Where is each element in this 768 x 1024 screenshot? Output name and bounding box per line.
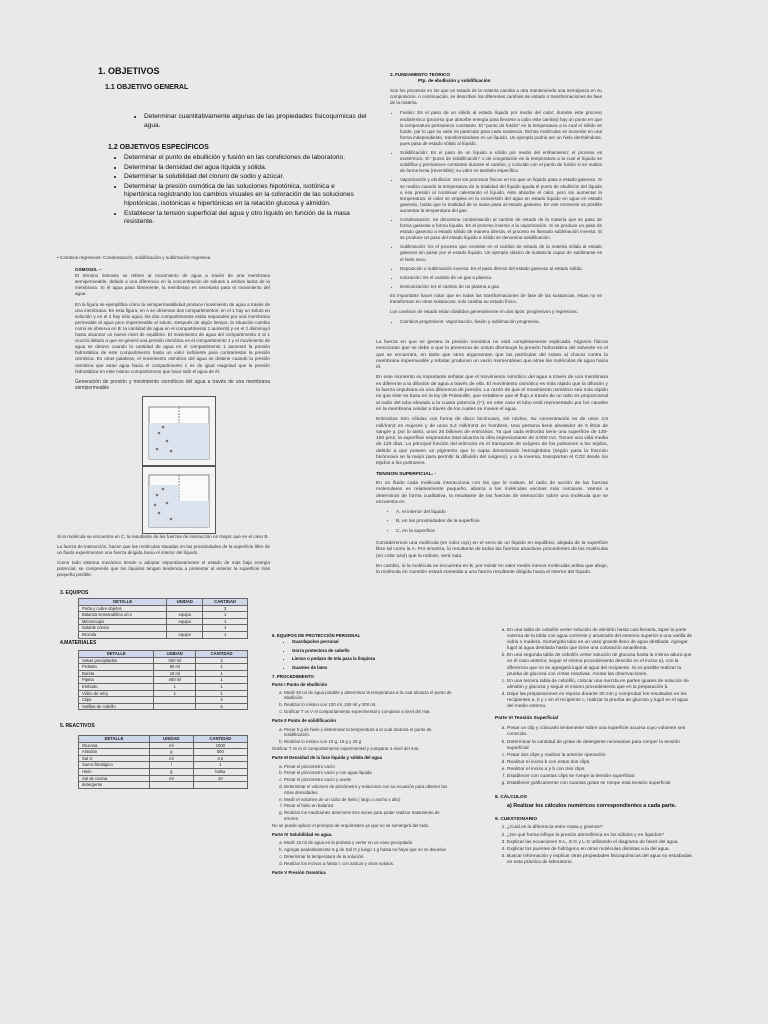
table-row: [79, 768, 248, 775]
table-cell: Suero fisiológico: [79, 762, 150, 769]
tension-step: d. Realizar el inciso b con estos dos clips.: [507, 760, 695, 766]
tension-step: c. Pesar dos clips y realizar la anterior operación.: [507, 753, 695, 759]
molecula-b-paragraph: En cambio, si la molécula se encuentra en B, por existir en valor medio menos moléculas arriba que abajo, la molécula en cuestión estará sometida a una fuerza resultante dirigida hacia el interior del líquido.: [376, 563, 608, 576]
cuestionario-question: 3. Explicar las ecuaciones S-L, S-G y L-G utilizando el diagrama de fases del agua.: [507, 840, 695, 846]
osmosis-paragraph-1: El término ósmosis se refiere al movimiento de agua a través de una membrana semipermeable, debido a una diferencia en la concentración de solutos a ambos lados de la membrana. Si el agua pasa libremente, la membrana es necesaria para el movimiento del agua.: [75, 273, 270, 297]
table-row: [79, 625, 248, 632]
procedimiento-step: f. Pesar el hielo en balanza: [284, 803, 452, 809]
parte2-list: [272, 727, 452, 745]
progresivos-item: • Cambios progresivos: Vaporización, fusión y sublimación progresiva.: [400, 319, 602, 325]
table-header-cell: DETALLE: [79, 736, 150, 743]
table-cell: 1: [196, 683, 248, 690]
table-cell: equipo: [167, 631, 203, 638]
epp-item: • Lienzo o pedazo de tela para la limpieza: [292, 656, 452, 662]
tension-title: TENSION SUPERFICIAL. -: [376, 471, 437, 477]
table-cell: 4: [196, 697, 248, 704]
table-cell: 1: [193, 762, 247, 769]
fundamento-item: • Vaporización y ebullición: Son los procesos físicos en los que un líquido pasa a estado gaseoso. Si se realiza cuando la temperatura de la totalidad del líquido iguala el punto de ebullición del líquido a esa presión al continuar calentando el líquido, éste absorbe el calor, pero sin aumentar la temperatura: el calor se emplea en la conversión del agua en estado líquido en agua en estado gaseoso, hasta que la totalidad de la masa pasa al estado gaseoso. En ese momento es posible aumentar la temperatura del gas.: [400, 177, 602, 214]
table-cell: 3: [203, 605, 248, 612]
figure-caption: Generación de presión y movimiento osmóticos del agua a través de una membrana semipermeable: [75, 378, 270, 391]
table-cell: [154, 703, 196, 710]
table-row: [79, 605, 248, 612]
table-cell: 400 ml: [154, 677, 196, 684]
table-cell: Clips: [79, 697, 154, 704]
table-header-cell: UNIDAD: [154, 651, 196, 658]
procedimiento-step: c. Determinar la temperatura de la solución.: [284, 854, 452, 860]
table-cell: 10 ml: [154, 670, 196, 677]
tension-step: b. Determinar la cantidad de gotas de detergente necesarias para romper la tensión superficial: [507, 740, 695, 752]
paragraph-fuerza: La fuerza de interacción, hacen que las moléculas situadas en las proximidades de la superficie libre de un fluido experimenten una fuerza dirigida hacia el interior del líquido.: [57, 544, 270, 556]
table-cell: 1: [196, 670, 248, 677]
fundamento-item: • Deposición o sublimación inversa: Es el paso directo del estado gaseoso al estado sólido.: [400, 266, 602, 272]
procedimiento-step: d. Realizar los incisos a hasta c con azúcar y otros solutos.: [284, 861, 452, 867]
fundamento-column: [390, 72, 602, 328]
table-row: [79, 742, 248, 749]
calculos-subtitle: a) Realizar los cálculos numéricos correspondientes a cada parte.: [507, 803, 677, 810]
parte4-title: Parte IV Solubilidad en agua.: [272, 831, 333, 837]
fundamento-item: • Fusión: Es el paso de un sólido al estado líquido por medio del calor; durante este proceso endotérmico (proceso que absorbe energía para llevarse a cabo este cambio) hay un punto en que la temperatura permanece constante. El "punto de fusión" es la temperatura a la cual el sólido se funde, por lo que su valor es particular para cada sustancia. Dichas moléculas se moverán en una forma independiente, transformándose en un líquido. Un ejemplo podría ser un hielo derritiéndose, pues pasa de estado sólido al líquido.: [400, 110, 602, 147]
procedimiento-step: a. Medir 10 ml de agua en la probeta y verter en un vaso precipitado: [284, 840, 452, 846]
table-cell: [193, 782, 247, 789]
table-cell: [149, 782, 193, 789]
table-cell: 1: [203, 625, 248, 632]
objetivos-especificos-title: 1.2 OBJETIVOS ESPECÍFICOS: [108, 144, 209, 151]
regresivos-bullet: • Cambios regresivos: Condensación, solidificación y sublimación regresiva: [57, 255, 211, 260]
cuestionario-title: 9. CUESTIONARIO: [495, 817, 538, 823]
table-cell: [167, 605, 203, 612]
procedimiento-step: a. Medir 50 ml de agua potable y determinar la temperatura a la cual alcanza el punto de ebullición.: [284, 690, 452, 702]
molecule-position-item: • B, en las proximidades de la superficie: [396, 519, 608, 525]
table-row: [79, 677, 248, 684]
fundamento-title: 2. FUNDAMENTO TEÓRICO: [390, 72, 450, 77]
table-cell: Balanza semianalítica ±0.1: [79, 612, 167, 619]
parte6-list: [495, 726, 695, 787]
beaker-a-drawing: [143, 397, 215, 465]
table-row: [79, 749, 248, 756]
table-header-cell: CANTIDAD: [193, 736, 247, 743]
table-row: [79, 703, 248, 710]
materiales-table: [78, 650, 248, 710]
equipos-title: 3. EQUIPOS: [60, 590, 89, 596]
objetivo-general-title: 1.1 OBJETIVO GENERAL: [105, 84, 189, 91]
fundamento-note-2: Los cambios de estado están divididos generalmente en dos tipos: progresivos y regresivos.: [390, 309, 578, 315]
epp-title: 6. EQUIPOS DE PROTECCIÓN PERSONAL: [272, 633, 361, 638]
calculos-title: 8. CÁLCULOS: [495, 795, 527, 801]
table-row: [79, 631, 248, 638]
table-cell: ml: [149, 755, 193, 762]
abc-list: [376, 510, 608, 535]
table-cell: Sal de cocina: [79, 775, 150, 782]
fundamento-item: • Sublimación: Es el proceso que consiste en el cambio de estado de la materia sólida al estado gaseoso sin pasar por el estado líquido. Un ejemplo clásico de sustancia capaz de sublimarse es el hielo seco.: [400, 244, 602, 262]
molecula-a-paragraph: Consideremos una molécula (en color rojo) en el seno de un líquido en equilibrio, alejada de la superficie libre tal como la A. Por simetría, la resultante de todas las fuerzas atractivas procedentes de las moléculas (en color azul) que la rodean, será nula.: [376, 541, 608, 559]
table-cell: Sal O: [79, 755, 150, 762]
fundamento-item: • Ionización: Es el cambio de un gas a plasma.: [400, 275, 602, 281]
parte1-list: [272, 690, 452, 715]
procedimiento-step: d. Determinar el volumen de picnómetro y relacionar con su ecuación para obtener las otras densidades.: [284, 784, 452, 796]
osmosis-paragraph-2: En la figura se ejemplifica cómo la semipermeabilidad produce movimiento de agua a través de una membrana. En esta figura, en A se observan dos compartimentos: en el 1 hay un soluto en solución y en el 2 hay sólo agua; los dos compartimentos están separados por una membrana permeable al agua pero impermeable al soluto. Después de algún tiempo, la situación cambia como se observa en B: la cantidad de agua en el compartimento 1 aumentó y en el 2 disminuyó hasta alcanzar un nuevo nivel de equilibrio. El movimiento de agua del compartimento 2 al 1 ocurrió debido a que se generó una presión osmótica en el compartimento 1 y el movimiento de agua se detuvo cuando la cantidad de agua en el compartimento 1 aumentó la presión hidrostática de este compartimento hasta un valor suficiente para contrarrestar la presión osmótica. En otras palabras, el movimiento osmótico del agua se detiene cuando la presión osmótica que atrae agua hacia el compartimento 1 es de igual magnitud que la presión hidrostática en este mismo compartimento que hace salir el agua de él.: [75, 301, 270, 374]
cuestionario-question: 1. ¿Cuál es la diferencia entre masa y gramos?: [507, 825, 695, 831]
epp-list: [272, 639, 452, 671]
table-cell: Microscopio: [79, 618, 167, 625]
table-cell: 1: [203, 612, 248, 619]
fundamento-subtitle: Ptp. de ebullición y solidificación: [418, 78, 491, 84]
parte3-list: [272, 764, 452, 822]
procedimiento-step: a. Pesar 5 g de hielo y determinar la temperatura a la cual alcanza el punto de solidificación.: [284, 727, 452, 739]
table-row: [79, 683, 248, 690]
fundamento-note-1: Es importante hacer notar que en todas las transformaciones de fase de las sustancias, éstas no se transforman en otras sustancias, solo cambia su estado físico.: [390, 292, 602, 304]
osmosis-title: OSMOSIS. –: [75, 267, 102, 273]
presion-osmotica-list: [495, 628, 695, 710]
objetivo-especifico-item: • Determinar el punto de ebullición y fusión en las condiciones de laboratorio.: [124, 154, 363, 163]
presion-osmotica-step: b. En una segunda tabla de cebollín verter solución de glucosa hasta la misma altura que en el caso anterior, seguir el mismo procedimiento descrito en el inciso a), con la diferencia que no se agregará lugol al agua del recipiente. Si es posible realizar la prueba de glucosa con cintas reactivas. Anotar las observaciones.: [507, 653, 695, 677]
table-cell: 1: [203, 631, 248, 638]
objetivo-especifico-item: • Determinar la densidad del agua líquida y sólida.: [124, 164, 363, 173]
cuestionario-question: 4. Explicar los puentes de hidrógeno en otras moléculas distintas a la del agua.: [507, 847, 695, 853]
table-row: [79, 762, 248, 769]
table-cell: Varillas de cobrillo: [79, 703, 154, 710]
table-header-cell: UNIDAD: [167, 599, 203, 606]
presion-osmotica-step: d. Dejar las preparaciones en reposo durante 30 min y comprobar los resultados en los recipientes a, b y c en el recipiente c, realizar la prueba de glucosa y lugol en el agua del medio externo.: [507, 692, 695, 710]
fundamento-item: • Desionización: Es el cambio de un plasma a gas.: [400, 284, 602, 290]
tension-step: a. Pesar un clip y colocarlo lentamente sobre una superficie acuosa cuyo volumen sea conocido.: [507, 726, 695, 738]
parte2-note: Graficar T vs m el comportamiento experimental y comparar a nivel del mar.: [272, 745, 420, 751]
table-cell: 0,5: [193, 755, 247, 762]
table-row: [79, 697, 248, 704]
cuestionario-question: 2. ¿De qué forma influye la presión atmosférica en los sólidos y en líquidos?: [507, 833, 695, 839]
table-row: [79, 690, 248, 697]
table-cell: Vidrio de reloj: [79, 690, 154, 697]
lower-right-column: [495, 628, 695, 867]
procedimiento-title: 7. PROCEDIMIENTO: [272, 673, 314, 679]
table-cell: 1000: [193, 742, 247, 749]
table-cell: g: [149, 749, 193, 756]
molecule-position-item: • C, en la superficie: [396, 529, 608, 535]
osmosis-figure-a: [142, 396, 216, 466]
presion-osmotica-paragraph: La fuerza en que se genera la presión osmótica no está completamente explicada. Algunos físicos mencionan que se debe a que la presencia de soluto disminuye la presión hidrostática del solvente en el que se encuentra, en tanto que otros argumentan que las partículas del soluto al chocar contra la membrana impermeable y rebotar producen un vacío momentáneo que atrae las moléculas de agua hacia él.: [376, 340, 608, 371]
reactivos-table: [78, 735, 248, 789]
table-cell: Almidón: [79, 749, 150, 756]
table-cell: Hielo: [79, 768, 150, 775]
presion-osmotica-step: c. En una tercera tabla de cebollín, colocar una mezcla en partes iguales de solución de almidón y glucosa y seguir el mismo procedimiento que en la preparación b.: [507, 679, 695, 691]
movimiento-osmotico-paragraph: En este momento es importante señalar que el movimiento osmótico del agua a través de una membrana es diferente a la difusión de agua a través de ella. El movimiento osmótico es más rápido que la difusión y la fuerza impulsora es una diferencia de presión. La razón de que el movimiento osmótico sea más rápido es que éste se basa en la ley de Poiseuille, que establece que el flujo a través de un tubo es proporcional al radio del tubo elevado a la cuarta potencia (r⁴); en este caso el tubo está representado por los canales en la membrana celular a través de los cuales se mueve el agua.: [376, 375, 608, 412]
objetivo-especifico-item: • Determinar la presión osmótica de las soluciones hipotónica, isotónica e hipertónica registrando los cambios visuales en la coloración de las soluciones hipotónicas, isotónicas e hipertónicas en la relación glucosa y almidón.: [124, 183, 363, 209]
table-row: [79, 664, 248, 671]
table-cell: 50 ml: [154, 664, 196, 671]
procedimiento-step: c. Graficar T vs V el comportamiento experimental y comparar a nivel del mar.: [284, 709, 452, 715]
procedimiento-step: b. Agregar paulatinamente 5 g de Sal O y luego 1 g hasta no haya que no se disuelva: [284, 847, 452, 853]
parte2-title: Parte II Punto de solidificación: [272, 717, 336, 723]
table-cell: 1: [196, 664, 248, 671]
procedimiento-step: g. Realizar los mediciones anteriores tres veces para poder realizar tratamiento de errores.: [284, 810, 452, 822]
objetivo-especifico-item: • Determinar la solubilidad del cloruro de sodio y azúcar.: [124, 173, 363, 182]
table-cell: Soluble cónico: [79, 625, 167, 632]
tension-step: g. Establecer gráficamente con cuantas gotas se rompe esta tensión superficial: [507, 781, 695, 787]
paragraph-c: Si la molécula se encuentra en C, la resultante de las fuerzas de interacción es mayor que en el caso B.: [57, 534, 269, 539]
parte3-note: No se puede aplicar el principio de Arquímedes ya que no se sumergirá del todo.: [272, 822, 430, 828]
procedimiento-column: [272, 633, 452, 875]
table-header-cell: CANTIDAD: [196, 651, 248, 658]
table-cell: equipo: [167, 612, 203, 619]
fundamento-intro: Son los procesos en los que un estado de la materia cambia a otra manteniendo una semejanza en su composición. A continuación, se describen los diferentes cambios de estado o transformaciones de fase de la materia.: [390, 88, 602, 106]
paragraph-sistema: Como todo sistema mecánico tiende a adoptar espontáneamente el estado de más baja energía potencial, se comprende que los líquidos tengan tendencia a presentar al exterior la superficie más pequeña posible.: [57, 560, 270, 578]
table-cell: Glucosa: [79, 742, 150, 749]
epp-item: • Gorra protectora de cabello: [292, 648, 452, 654]
table-row: [79, 670, 248, 677]
table-cell: 5: [196, 703, 248, 710]
molecule-position-item: • A, el interior del líquido: [396, 510, 608, 516]
table-cell: bolsa: [193, 768, 247, 775]
objetivos-title: 1. OBJETIVOS: [98, 66, 160, 76]
table-cell: 4: [196, 657, 248, 664]
table-cell: 1: [203, 618, 248, 625]
procedimiento-step: a. Pesar el picnómetro vacío: [284, 764, 452, 770]
table-cell: 1: [154, 690, 196, 697]
table-cell: ml: [149, 742, 193, 749]
table-cell: detergente: [79, 782, 150, 789]
epp-item: • Guardapolvo personal: [292, 639, 452, 645]
fundamento-list: [390, 110, 602, 289]
procedimiento-step: c. Pesar el picnómetro vacío y aceite: [284, 777, 452, 783]
eritrocitos-paragraph: Eritrocitos Son células con forma de disco bicóncavo, sin núcleo. Su concentración es de unos 4,8 mill/mm3 en mujeres y de unos 5,2 mill/mm3 en hombres. Una persona tiene alrededor de 5 litros de sangre y, por lo tanto, unos 25 billones de eritrocitos. Ya que cada eritrocito tiene una superficie de 130-150 µm2, la superficie respiratoria total alcanza la cifra impresionante de 3.000 m2. Tienen una vida media de 120 días. La principal función del eritrocito es el transporte de oxígeno de los pulmones a los tejidos, debido a que poseen un pigmento que lo capta denominado hemoglobina (según pasa la fracción bicóncava se la mejor para permitir la difusión del oxígeno), y a la inversa, transportan el CO2 desde los tejidos a los pulmones.: [376, 417, 608, 467]
procedimiento-step: b. Realizar lo mismo con 10 g, 15 g y 20 g: [284, 739, 452, 745]
table-row: [79, 755, 248, 762]
tension-step: e. Realizar el inciso a y b con tres clips.: [507, 767, 695, 773]
osmosis-figure-b: [142, 466, 216, 534]
fundamento-item: • Solidificación: Es el paso de un líquido a sólido por medio del enfriamiento; el proceso es exotérmico. El "punto de solidificación" o de congelación es la temperatura a la cual el líquido se solidifica y permanece constante durante el cambio, y coincide con el punto de fusión si se realiza de forma lenta (reversible); su valor es también específico.: [400, 150, 602, 174]
objetivo-general-list: [128, 113, 373, 131]
table-cell: l: [149, 762, 193, 769]
table-cell: ml: [149, 775, 193, 782]
table-cell: 600 ml: [154, 657, 196, 664]
table-cell: 1: [196, 677, 248, 684]
table-cell: 20: [193, 775, 247, 782]
parte6-title: Parte VI Tensión Superficial: [495, 716, 559, 722]
table-header-cell: DETALLE: [79, 651, 154, 658]
table-cell: [154, 697, 196, 704]
table-row: [79, 775, 248, 782]
beaker-b-drawing: [143, 467, 215, 533]
right-middle-column: [376, 340, 608, 581]
procedimiento-step: e. Medir el volumen de un cubo de hielo ( largo x ancho x alto): [284, 797, 452, 803]
table-cell: Pipeta: [79, 677, 154, 684]
objetivo-especifico-item: • Establecer la tensión superficial del agua y otro líquido en función de la masa resistente.: [124, 210, 363, 227]
table-cell: 1: [196, 690, 248, 697]
parte5-title: Parte V Presión Osmótica: [272, 869, 326, 875]
procedimiento-step: b. Realizar lo mismo con 100 ml, 150 ml y 200 ml.: [284, 702, 452, 708]
table-cell: g: [149, 768, 193, 775]
objetivo-general-item: • Determinar cuantitativamente algunas de las propiedades fisicoquímicas del agua.: [144, 113, 373, 130]
table-row: [79, 657, 248, 664]
table-header-cell: CANTIDAD: [203, 599, 248, 606]
reactivos-title: 5. REACTIVOS: [60, 723, 95, 729]
equipos-table: [78, 598, 248, 639]
table-cell: Bureta: [79, 670, 154, 677]
table-cell: 500: [193, 749, 247, 756]
table-cell: 1: [154, 683, 196, 690]
epp-item: • Guantes de latex: [292, 665, 452, 671]
table-row: [79, 612, 248, 619]
procedimiento-step: b. Pesar el picnómetro vacío y con agua líquida: [284, 770, 452, 776]
table-header-cell: UNIDAD: [149, 736, 193, 743]
left-middle-column: [57, 255, 270, 395]
table-cell: Porta y cubre objetos: [79, 605, 167, 612]
presion-osmotica-step: a. En una tabla de cebollín verter solución de almidón hasta casi llenarla, tapar la parte externa de la tabla con agua corriente y amarrarla del extremo superior a una varilla de vidrio o madera. Sumergirla tubo en un vaso grande lleno de agua destilada. Agregar lugol al agua destilada hasta que tome una coloración amarillenta.: [507, 628, 695, 652]
tension-step: f. Establecer con cuantas clips se rompe la tensión superficial.: [507, 774, 695, 780]
parte3-title: Parte III Densidad de la fase líquida y sólida del agua: [272, 754, 383, 760]
table-row: [79, 782, 248, 789]
fundamento-item: • Condensación: Se denomina condensación al cambio de estado de la materia que se pasa de forma gaseosa a forma líquida. Es el proceso inverso a la vaporización. Si se produce un paso de estado gaseoso a estado sólido de manera directa, el proceso es llamado sublimación inversa. Si se produce un paso del estado líquido a sólido se denomina solidificación.: [400, 217, 602, 241]
table-cell: Embudo: [79, 683, 154, 690]
tension-paragraph: En un fluido cada molécula interacciona con las que le rodean. El radio de acción de las fuerzas moleculares es relativamente pequeño, abarca a las moléculas vecinas más cercanas. Vamos a determinar de forma cualitativa, la resultante de las fuerzas de interacción sobre una molécula que se encuentra en: [376, 480, 608, 505]
table-header-cell: DETALLE: [79, 599, 167, 606]
materiales-title: 4.MATERIALES: [60, 640, 97, 646]
cuestionario-question: 5. Buscar información y explicar otras propiedades fisicoquímicas del agua no estudiadas en esta práctica de laboratorio.: [507, 854, 695, 866]
table-row: [79, 618, 248, 625]
table-cell: Brocola: [79, 631, 167, 638]
table-cell: Vasos precipitados: [79, 657, 154, 664]
objetivos-especificos-list: [108, 154, 363, 228]
table-cell: [167, 625, 203, 632]
left-lower-text: [57, 534, 270, 583]
parte1-title: Parte I Punto de ebullición: [272, 681, 328, 687]
cuestionario-list: [495, 825, 695, 866]
table-cell: Probeta: [79, 664, 154, 671]
parte4-list: [272, 840, 452, 866]
table-cell: equipo: [167, 618, 203, 625]
